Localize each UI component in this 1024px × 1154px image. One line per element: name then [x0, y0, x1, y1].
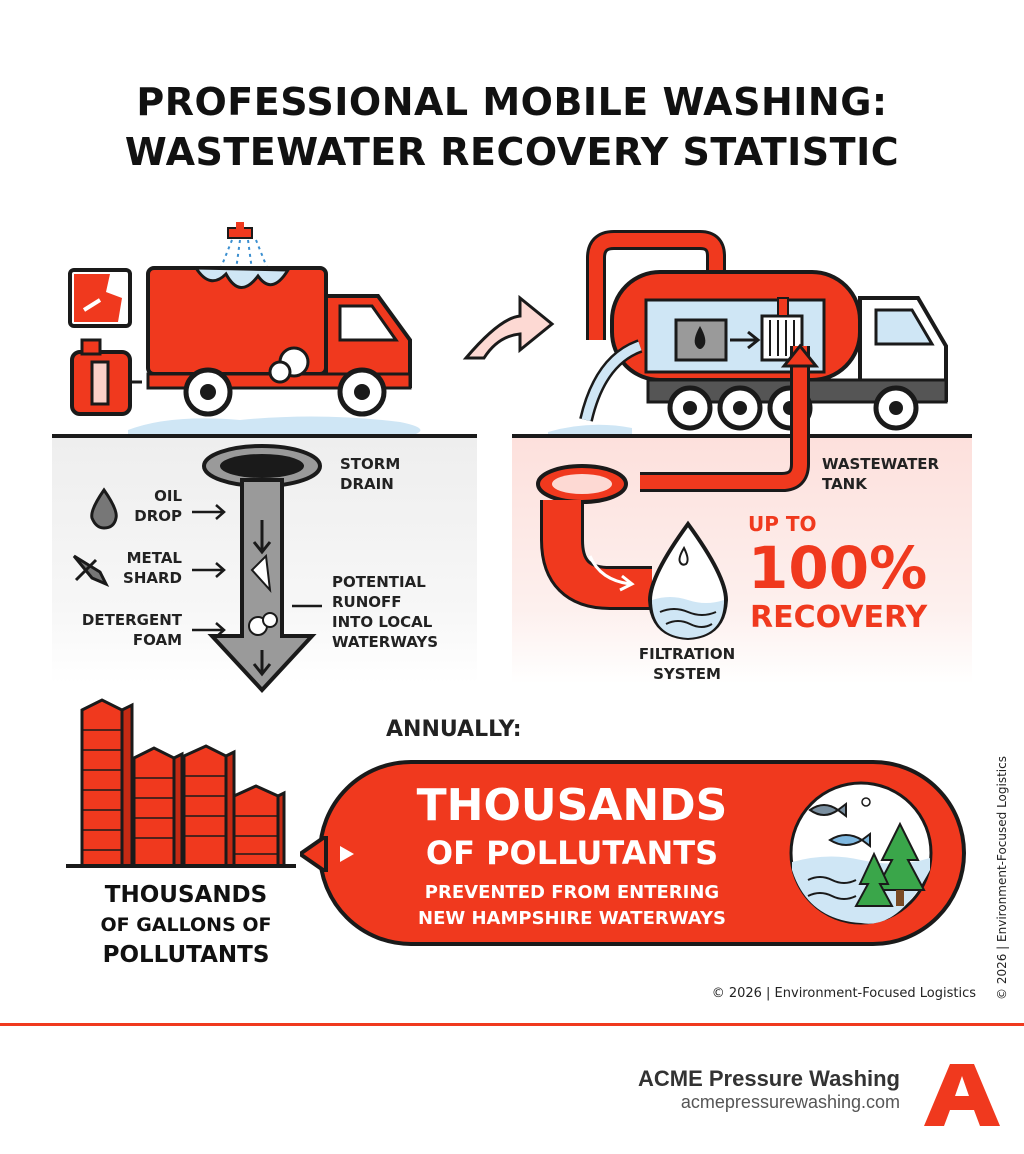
gallons-label: THOUSANDS OF GALLONS OF POLLUTANTS: [100, 882, 272, 968]
pollutants-prevented-banner: [318, 760, 966, 946]
oil-drop-icon: [92, 490, 117, 528]
transition-arrow-icon: [466, 298, 552, 358]
copyright-text: © 2026 | Environment-Focused Logistics: [711, 986, 976, 1001]
brand-name[interactable]: ACME Pressure Washing: [637, 1066, 900, 1091]
detergent-foam-label: DETERGENT FOAM: [81, 611, 182, 649]
banner-prevented-line: PREVENTED FROM ENTERING: [424, 882, 720, 903]
footer-divider: [0, 1023, 1024, 1026]
detergent-jug-icon: [72, 340, 142, 414]
banner-pointer-icon: [300, 836, 330, 872]
banner-thousands: THOUSANDS: [416, 780, 728, 831]
page-title-line1: PROFESSIONAL MOBILE WASHING:: [136, 80, 888, 124]
brand-url[interactable]: acmepressurewashing.com: [680, 1092, 900, 1112]
brand-logo: [922, 1060, 1002, 1130]
filtration-label: FILTRATION SYSTEM: [638, 645, 736, 683]
banner-of-pollutants: OF POLLUTANTS: [425, 834, 719, 872]
storm-drain-label: STORM DRAIN: [340, 455, 401, 493]
metal-shard-label: METAL SHARD: [123, 549, 182, 587]
copyright-vertical-text: © 2026 | Environment-Focused Logistics: [995, 756, 1009, 1000]
stain-icon: [70, 270, 130, 326]
vacuum-truck-icon: [548, 240, 946, 482]
recovery-label: RECOVERY: [750, 600, 928, 635]
runoff-label: POTENTIAL RUNOFF INTO LOCAL WATERWAYS: [332, 573, 439, 651]
banner-waterways-line: NEW HAMPSHIRE WATERWAYS: [418, 908, 726, 929]
waterway-nature-icon: [788, 780, 934, 926]
wastewater-tank-label: WASTEWATER TANK: [822, 455, 940, 493]
brand-logo-icon: [922, 1060, 1002, 1130]
oil-drop-label: OIL DROP: [134, 487, 182, 525]
stacked-buildings-icon: [66, 700, 296, 866]
box-truck-icon: [128, 222, 420, 434]
page-title-line2: WASTEWATER RECOVERY STATISTIC: [124, 130, 900, 174]
annually-label: ANNUALLY:: [386, 717, 522, 742]
up-to-label: UP TO: [748, 512, 817, 536]
recovery-percent: 100%: [748, 534, 928, 602]
